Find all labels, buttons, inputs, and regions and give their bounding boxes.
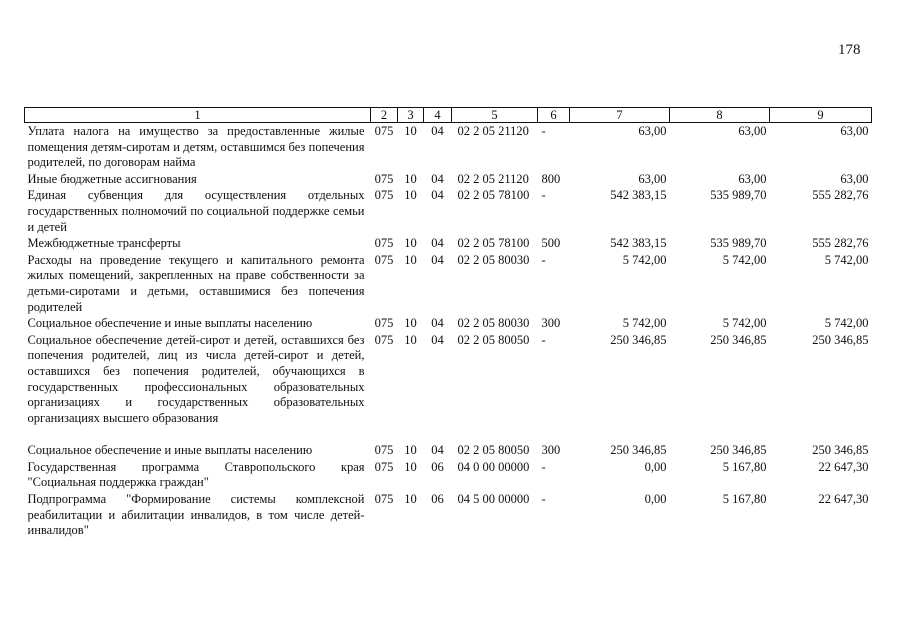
cell-col8: 5 167,80 [722,492,767,507]
row-name: Социальное обеспечение и иные выплаты населению [27,443,313,458]
cell-col2: 075 [374,492,394,507]
cell-col9: 555 282,76 [812,236,869,251]
cell-col3: 10 [404,124,417,138]
cell-col8: 535 989,70 [710,236,767,251]
cell-col7: 250 346,85 [610,443,667,458]
cell-col2: 075 [374,316,394,331]
cell-col4: 06 [431,492,444,507]
cell-col6: 300 [541,443,561,458]
cell-col5: 02 2 05 21120 [457,171,529,186]
row-name: Государственная программа Ставропольского края "Социальная поддержка граждан" [27,459,365,490]
cell-col3: 10 [404,443,417,458]
cell-col4: 06 [431,459,444,474]
cell-col4: 04 [431,332,444,347]
cell-col6: 300 [541,316,561,331]
cell-col9: 63,00 [840,124,869,138]
column-header-4: 4 [424,108,452,123]
cell-col7: 0,00 [644,459,667,474]
cell-col6: - [541,332,546,347]
cell-col5: 02 2 05 78100 [457,188,530,203]
cell-col9: 250 346,85 [812,332,869,347]
cell-col5: 04 0 00 00000 [457,459,530,474]
cell-col8: 535 989,70 [710,188,767,203]
table-row [25,123,872,171]
cell-col5: 02 2 05 80030 [457,252,530,267]
cell-col4: 04 [431,236,444,251]
cell-col5: 02 2 05 80050 [457,332,530,347]
column-header-7: 7 [570,108,670,123]
cell-col5: 02 2 05 78100 [457,236,530,251]
table-row [25,315,872,332]
cell-col5: 02 2 05 80050 [457,443,530,458]
table-row [25,459,872,491]
table-row [25,235,872,252]
table-row [25,171,872,188]
cell-col6: 500 [541,236,561,251]
cell-col2: 075 [374,252,394,267]
column-header-6: 6 [538,108,570,123]
cell-col8: 5 742,00 [722,252,767,267]
row-name: Иные бюджетные ассигнования [27,171,197,186]
cell-col9: 555 282,76 [812,188,869,203]
cell-col7: 250 346,85 [610,332,667,347]
cell-col8: 63,00 [738,171,767,186]
cell-col3: 10 [404,492,417,507]
cell-col6: - [541,492,546,507]
row-name: Расходы на проведение текущего и капитального ремонта жилых помещений, закрепленных на праве собственности за детьми-сиротами и детьми, оставшимися без попечения родителей [27,252,365,314]
cell-col7: 542 383,15 [610,236,667,251]
cell-col9: 63,00 [840,171,869,186]
cell-col2: 075 [374,236,394,251]
header-row [25,108,872,123]
cell-col4: 04 [431,443,444,458]
column-header-8: 8 [670,108,770,123]
cell-col6: - [541,188,546,203]
cell-col8: 5 167,80 [722,459,767,474]
cell-col4: 04 [431,252,444,267]
cell-col7: 5 742,00 [622,252,667,267]
column-header-3: 3 [398,108,424,123]
cell-col7: 63,00 [638,124,667,138]
cell-col8: 250 346,85 [710,443,767,458]
cell-col9: 5 742,00 [824,316,869,331]
table-row [25,426,872,459]
cell-col6: 800 [541,171,561,186]
table-row [25,252,872,315]
cell-col2: 075 [374,443,394,458]
cell-col3: 10 [404,236,417,251]
cell-col2: 075 [374,188,394,203]
row-name: Уплата налога на имущество за предоставленные жилые помещения детям-сиротам и детям, оставшимся без попечения родителей, по договорам найма [27,124,365,170]
cell-col4: 04 [431,188,444,203]
cell-col3: 10 [404,171,417,186]
cell-col5: 04 5 00 00000 [457,492,530,507]
column-header-2: 2 [371,108,398,123]
cell-col6: - [541,252,546,267]
cell-col3: 10 [404,332,417,347]
cell-col2: 075 [374,171,394,186]
cell-col4: 04 [431,124,444,138]
column-header-5: 5 [452,108,538,123]
cell-col2: 075 [374,332,394,347]
cell-col6: - [541,459,546,474]
budget-table [24,107,872,539]
cell-col2: 075 [374,459,394,474]
cell-col7: 0,00 [644,492,667,507]
cell-col7: 63,00 [638,171,667,186]
row-name: Социальное обеспечение детей-сирот и детей, оставшихся без попечения родителей, лиц из числа детей-сирот и детей, оставшихся без попечения родителей, обучающихся в государственных профессиональных образовательных организациях и государственных образовательных организациях высшего образования [27,332,365,425]
table-row [25,491,872,539]
cell-col5: 02 2 05 21120 [457,124,529,138]
cell-col9: 22 647,30 [818,459,869,474]
cell-col9: 22 647,30 [818,492,869,507]
cell-col9: 250 346,85 [812,443,869,458]
page-number: 178 [838,42,861,58]
table-row [25,187,872,235]
cell-col3: 10 [404,316,417,331]
cell-col7: 542 383,15 [610,188,667,203]
row-name: Межбюджетные трансферты [27,236,181,251]
cell-col5: 02 2 05 80030 [457,316,530,331]
cell-col4: 04 [431,171,444,186]
cell-col9: 5 742,00 [824,252,869,267]
cell-col8: 250 346,85 [710,332,767,347]
table-row [25,332,872,427]
column-header-1: 1 [25,108,371,123]
cell-col8: 63,00 [738,124,767,138]
cell-col6: - [541,124,546,138]
row-name: Единая субвенция для осуществления отдельных государственных полномочий по социальной поддержке семьи и детей [27,188,365,234]
cell-col3: 10 [404,459,417,474]
cell-col3: 10 [404,188,417,203]
cell-col7: 5 742,00 [622,316,667,331]
cell-col4: 04 [431,316,444,331]
row-name: Подпрограмма "Формирование системы комплексной реабилитации и абилитации инвалидов, в том числе детей-инвалидов" [27,492,365,538]
cell-col3: 10 [404,252,417,267]
column-header-9: 9 [770,108,872,123]
cell-col8: 5 742,00 [722,316,767,331]
row-name: Социальное обеспечение и иные выплаты населению [27,316,313,331]
cell-col2: 075 [374,124,394,138]
